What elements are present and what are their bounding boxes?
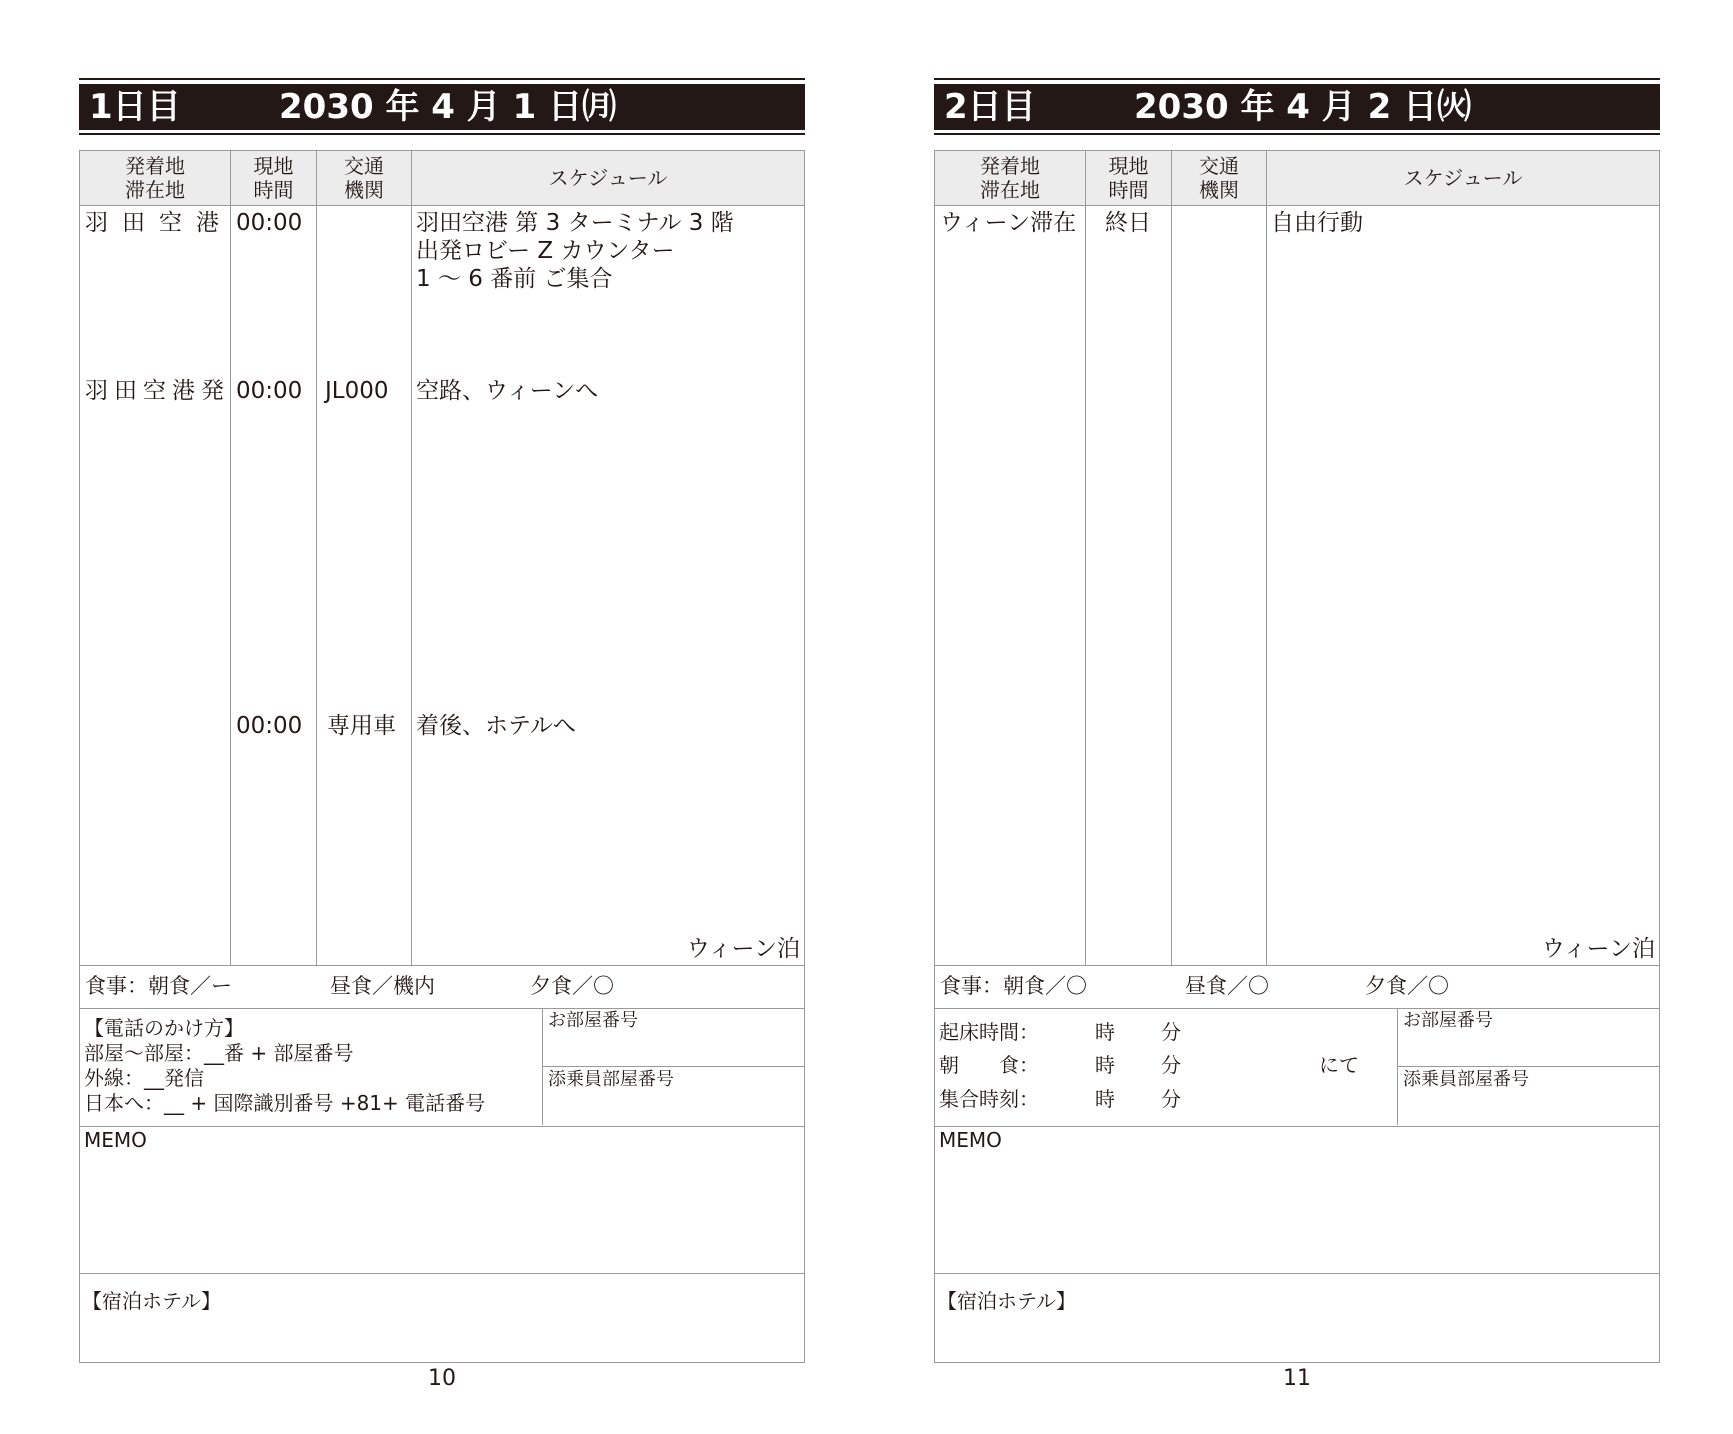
schedule-table — [934, 150, 1660, 966]
top-rule — [934, 78, 1660, 80]
phone-outside-line: 外線：__発信 — [84, 1066, 204, 1090]
table-header — [935, 151, 1659, 206]
header-schedule: スケジュール — [1403, 166, 1523, 190]
row1-place: ウィーン滞在 — [940, 210, 1077, 236]
memo-box — [934, 1126, 1660, 1274]
room-divider — [543, 1066, 804, 1067]
day-title-bar — [79, 84, 805, 130]
meal-dinner: 夕食／〇 — [1365, 974, 1449, 998]
header-time: 現地 時間 — [1108, 154, 1149, 202]
date-label: 2030 年 4 月 1 日㈪ — [279, 87, 617, 127]
day-title-bar — [934, 84, 1660, 130]
room-number-label: お部屋番号 — [548, 1010, 638, 1031]
overnight-label: ウィーン泊 — [686, 936, 800, 962]
meals-row — [934, 966, 1660, 1009]
row1-time: 00:00 — [236, 210, 303, 236]
memo-box — [79, 1126, 805, 1274]
memo-label: MEMO — [939, 1128, 1002, 1152]
bottom-rule — [79, 133, 805, 135]
assembly-hour-label: 時 — [1095, 1087, 1115, 1111]
tour-conductor-room-label: 添乗員部屋番号 — [1403, 1069, 1529, 1090]
row1-schedule: 自由行動 — [1271, 210, 1363, 236]
hotel-box — [79, 1273, 805, 1363]
row1-time: 終日 — [1105, 210, 1151, 236]
breakfast-minute-label: 分 — [1161, 1053, 1181, 1077]
row2-place: 羽田空港発 — [85, 378, 230, 404]
meal-lunch: 昼食／〇 — [1185, 974, 1269, 998]
date-label: 2030 年 4 月 2 日㈫ — [1134, 87, 1472, 127]
info-block — [79, 1008, 805, 1127]
header-place: 発着地 滞在地 — [125, 154, 185, 202]
column-divider — [1171, 151, 1172, 965]
column-divider — [230, 151, 231, 965]
phone-room-to-room: 部屋～部屋：__番 + 部屋番号 — [84, 1041, 354, 1065]
room-divider — [1398, 1066, 1659, 1067]
hotel-box — [934, 1273, 1660, 1363]
column-divider — [316, 151, 317, 965]
header-transport: 交通 機関 — [344, 154, 384, 202]
wakeup-hour-label: 時 — [1095, 1020, 1115, 1044]
info-block — [934, 1008, 1660, 1127]
assembly-time-label: 集合時刻： — [939, 1087, 1039, 1111]
assembly-minute-label: 分 — [1161, 1087, 1181, 1111]
header-place: 発着地 滞在地 — [980, 154, 1040, 202]
row3-schedule: 着後、ホテルへ — [416, 713, 576, 739]
phone-title: 【電話のかけ方】 — [84, 1016, 244, 1040]
schedule-table — [79, 150, 805, 966]
meal-lunch: 昼食／機内 — [330, 974, 435, 998]
row1-place: 羽田空港 — [85, 210, 233, 236]
overnight-label: ウィーン泊 — [1541, 936, 1655, 962]
page-number: 11 — [1283, 1366, 1311, 1391]
row2-time: 00:00 — [236, 378, 303, 404]
meal-breakfast: 食事：朝食／ー — [85, 974, 232, 998]
row2-schedule: 空路、ウィーンへ — [416, 378, 599, 404]
header-transport: 交通 機関 — [1199, 154, 1239, 202]
row1-schedule: 羽田空港 第 3 ターミナル 3 階 出発ロビー Z カウンター 1 ～ 6 番前 ご集合 — [416, 210, 734, 292]
column-divider — [1085, 151, 1086, 965]
breakfast-place-suffix: にて — [1319, 1053, 1359, 1077]
day-label: 2日目 — [944, 87, 1036, 127]
top-rule — [79, 78, 805, 80]
bottom-rule — [934, 133, 1660, 135]
column-divider — [1266, 151, 1267, 965]
hotel-label: 【宿泊ホテル】 — [82, 1289, 221, 1313]
memo-label: MEMO — [84, 1128, 147, 1152]
row3-transport: 専用車 — [327, 713, 396, 739]
tour-conductor-room-label: 添乗員部屋番号 — [548, 1069, 674, 1090]
day-label: 1日目 — [89, 87, 181, 127]
meals-row — [79, 966, 805, 1009]
row3-time: 00:00 — [236, 713, 303, 739]
breakfast-time-label: 朝 食： — [939, 1053, 1039, 1077]
column-divider — [411, 151, 412, 965]
phone-to-japan: 日本へ：__ + 国際識別番号 +81+ 電話番号 — [84, 1091, 486, 1115]
table-header — [80, 151, 804, 206]
row2-transport: JL000 — [325, 378, 389, 404]
meal-breakfast: 食事：朝食／〇 — [940, 974, 1087, 998]
wakeup-time-label: 起床時間： — [939, 1020, 1039, 1044]
hotel-label: 【宿泊ホテル】 — [937, 1289, 1076, 1313]
header-schedule: スケジュール — [548, 166, 668, 190]
breakfast-hour-label: 時 — [1095, 1053, 1115, 1077]
meal-dinner: 夕食／〇 — [530, 974, 614, 998]
page-number: 10 — [428, 1366, 456, 1391]
header-time: 現地 時間 — [253, 154, 294, 202]
wakeup-minute-label: 分 — [1161, 1020, 1181, 1044]
room-number-label: お部屋番号 — [1403, 1010, 1493, 1031]
